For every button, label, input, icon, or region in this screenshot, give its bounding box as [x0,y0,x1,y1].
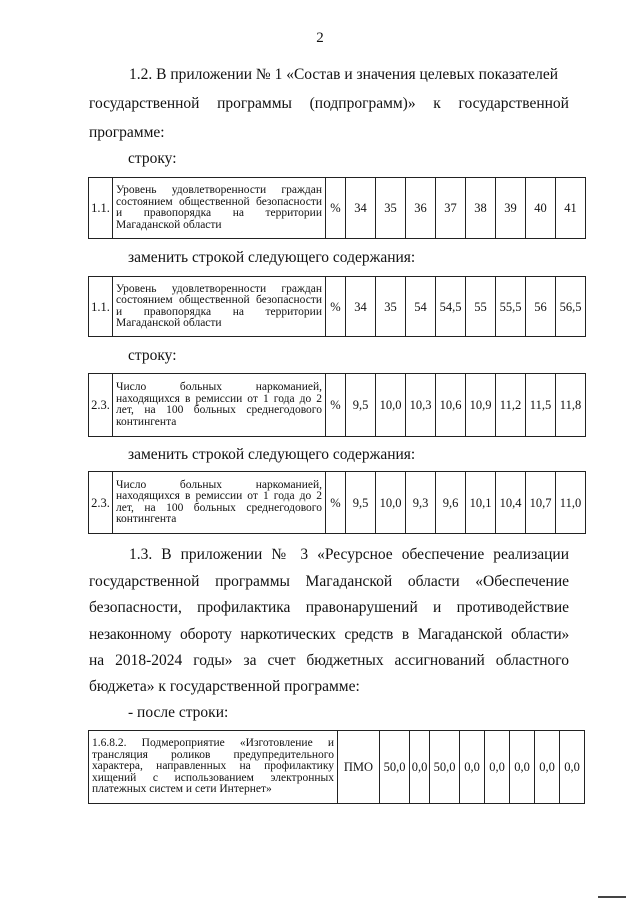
unit-cell: % [326,178,346,239]
row-number: 2.3. [89,374,113,437]
indicator-description: Число больных наркоманией, находящихся в ремиссии от 1 года до 2 лет, на 100 больных среднегодового контингента [113,472,326,534]
value-cell: 36 [406,178,436,239]
value-cell: 0,0 [410,731,430,804]
table-2-old [88,373,586,437]
table-1-new [88,276,586,337]
section-1-3-line-2: государственной программы Магаданской области «Обеспечение [89,573,569,590]
value-cell: 10,7 [526,472,556,534]
value-cell: 34 [346,178,376,239]
indicator-description: Уровень удовлетворенности граждан состоянием общественной безопасности и правопорядка на территории Магаданской области [113,277,326,337]
page-number: 2 [316,30,324,46]
value-cell: 11,2 [496,374,526,437]
funding-source-cell: ПМО [338,731,380,804]
replace-label: заменить строкой следующего содержания: [128,249,416,266]
value-cell: 10,0 [376,472,406,534]
value-cell: 0,0 [560,731,585,804]
value-cell: 10,6 [436,374,466,437]
value-cell: 56,5 [556,277,586,337]
value-cell: 0,0 [460,731,485,804]
table-3 [88,730,585,804]
table-row [89,472,586,534]
value-cell: 56 [526,277,556,337]
measure-description: 1.6.8.2. Подмероприятие «Изготовление и трансляция роликов предупредительного характера, направленных на профилактику хищений с использованием электронных платежных систем и сети Интернет» [89,731,338,804]
value-cell: 54 [406,277,436,337]
word: программы [217,95,292,112]
value-cell: 10,0 [376,374,406,437]
value-cell: 11,5 [526,374,556,437]
value-cell: 9,5 [346,374,376,437]
value-cell: 50,0 [380,731,410,804]
row-number: 2.3. [89,472,113,534]
value-cell: 35 [376,178,406,239]
value-cell: 38 [466,178,496,239]
table-row [89,374,586,437]
section-1-3-line-5: на 2018-2024 годы» за счет бюджетных ассигнований областного [89,652,569,669]
table-row [89,178,586,239]
value-cell: 50,0 [430,731,460,804]
value-cell: 10,9 [466,374,496,437]
value-cell: 0,0 [535,731,560,804]
row-number: 1.1. [89,178,113,239]
value-cell: 55 [466,277,496,337]
row-label: строку: [128,150,177,167]
indicator-description: Число больных наркоманией, находящихся в ремиссии от 1 года до 2 лет, на 100 больных среднегодового контингента [113,374,326,437]
row-number: 1.1. [89,277,113,337]
value-cell: 9,3 [406,472,436,534]
value-cell: 11,0 [556,472,586,534]
word: государственной [89,95,200,112]
value-cell: 9,6 [436,472,466,534]
section-1-3-line-4: незаконному обороту наркотических средств в Магаданской области» [89,626,569,643]
table-row [89,277,586,337]
section-1-2-line-2 [89,95,569,113]
value-cell: 11,8 [556,374,586,437]
table-row [89,731,585,804]
section-1-3-line-6: бюджета» к государственной программе: [89,678,360,695]
value-cell: 55,5 [496,277,526,337]
section-1-3-line-1: 1.3. В приложении № 3 «Ресурсное обеспечение реализации [129,546,569,563]
word: к [433,95,441,112]
value-cell: 10,4 [496,472,526,534]
value-cell: 35 [376,277,406,337]
value-cell: 0,0 [510,731,535,804]
value-cell: 54,5 [436,277,466,337]
value-cell: 9,5 [346,472,376,534]
value-cell: 37 [436,178,466,239]
section-1-3-line-3: безопасности, профилактика правонарушений и противодействие [89,599,569,616]
replace-label: заменить строкой следующего содержания: [128,446,416,463]
unit-cell: % [326,374,346,437]
row-label: строку: [128,347,177,364]
value-cell: 0,0 [485,731,510,804]
unit-cell: % [326,472,346,534]
word: (подпрограмм)» [309,95,416,112]
value-cell: 39 [496,178,526,239]
signature-mark [598,896,626,898]
indicator-description: Уровень удовлетворенности граждан состоянием общественной безопасности и правопорядка на территории Магаданской области [113,178,326,239]
value-cell: 10,3 [406,374,436,437]
word: государственной [458,95,569,112]
value-cell: 40 [526,178,556,239]
table-1-old [88,177,586,239]
table-2-new [88,471,586,534]
unit-cell: % [326,277,346,337]
value-cell: 10,1 [466,472,496,534]
after-row-label: - после строки: [128,704,229,721]
section-1-2-line-3: программе: [89,124,165,141]
section-1-2-line-1: 1.2. В приложении № 1 «Состав и значения целевых показателей [129,66,558,83]
value-cell: 41 [556,178,586,239]
value-cell: 34 [346,277,376,337]
